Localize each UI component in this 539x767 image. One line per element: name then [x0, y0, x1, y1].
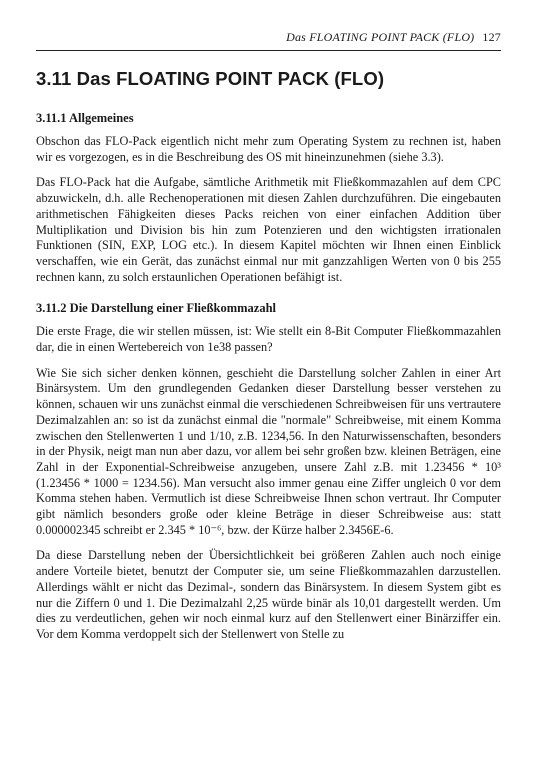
paragraph: Die erste Frage, die wir stellen müssen, ist: Wie stellt ein 8-Bit Computer Fließkommazahlen dar, die in einen Wertebereich von 1e38 passen? [36, 324, 501, 355]
section-heading-darstellung: 3.11.2 Die Darstellung einer Fließkommazahl [36, 301, 277, 316]
running-head [36, 30, 501, 51]
document-body [36, 111, 501, 653]
running-head-title: Das FLOATING POINT PACK (FLO) [286, 30, 475, 44]
paragraph: Das FLO-Pack hat die Aufgabe, sämtliche Arithmetik mit Fließkommazahlen auf dem CPC abzuwickeln, d.h. alle Rechenoperationen mit diesen Zahlen durchzuführen. Die eingebauten arithmetischen Fähigkeiten dieses Packs reichen von einer einfachen Addition über Multiplikation und Division bis hin zum Potenzieren und den wichtigsten irrationalen Funktionen (SIN, EXP, LOG etc.). In diesem Kapitel möchten wir Ihnen einen Einblick verschaffen, wie ein Gerät, das zunächst einmal nur mit ganzzahligen Werten von 0 bis 255 rechnen kann, zu solch erstaunlichen Operationen befähigt ist. [36, 175, 501, 284]
paragraph: Wie Sie sich sicher denken können, geschieht die Darstellung solcher Zahlen in einer Art Binärsystem. Um den grundlegenden Gedanken dieser Darstellung besser verstehen zu können, schauen wir uns zunächst einmal die verschiedenen Schreibweisen für uns vertrautere Dezimalzahlen an: so ist da zunächst einmal die "normale" Schreibweise, mit einem Komma zwischen den Stellenwerten 1 und 1/10, z.B. 1234,56. In den Naturwissenschaften, besonders in der Physik, neigt man nun aber dazu, vor allem bei sehr großen bzw. kleinen Beträgen, eine Zahl in der Exponential-Schreibweise anzugeben, unsere Zahl z.B. mit 1.23456 * 10³ (1.23456 * 1000 = 1234.56). Man versucht also immer genau eine Ziffer ungleich 0 vor dem Komma stehen haben. Vermutlich ist diese Schreibweise Ihnen schon vertraut. Ihr Computer gibt nämlich besonders große oder kleine Beträge in dieser Schreibweise aus: statt 0.000002345 schreibt er 2.345 * 10⁻⁶, bzw. der Kürze halber 2.3456E-6. [36, 365, 501, 537]
paragraph: Da diese Darstellung neben der Übersichtlichkeit bei größeren Zahlen auch noch einige andere Vorteile bietet, benutzt der Computer sie, um seine Fließkommazahlen darzustellen. Allerdings wählt er nicht das Dezimal-, sondern das Binärsystem. In diesem System gibt es nur die Ziffern 0 und 1. Die Dezimalzahl 2,25 würde binär als 10,01 dargestellt werden. Um dies zu verdeutlichen, gehen wir noch einmal kurz auf den Stellenwert einer Binärziffer ein. Vor dem Komma verdoppelt sich der Stellenwert von Stelle zu [36, 548, 501, 641]
chapter-title: 3.11 Das FLOATING POINT PACK (FLO) [36, 68, 385, 89]
paragraph: Obschon das FLO-Pack eigentlich nicht mehr zum Operating System zu rechnen ist, haben wir es vorgezogen, es in die Beschreibung des OS mit hineinzunehmen (siehe 3.3). [36, 134, 501, 164]
page-number: 127 [482, 30, 501, 44]
section-heading-allgemeines: 3.11.1 Allgemeines [36, 111, 134, 125]
